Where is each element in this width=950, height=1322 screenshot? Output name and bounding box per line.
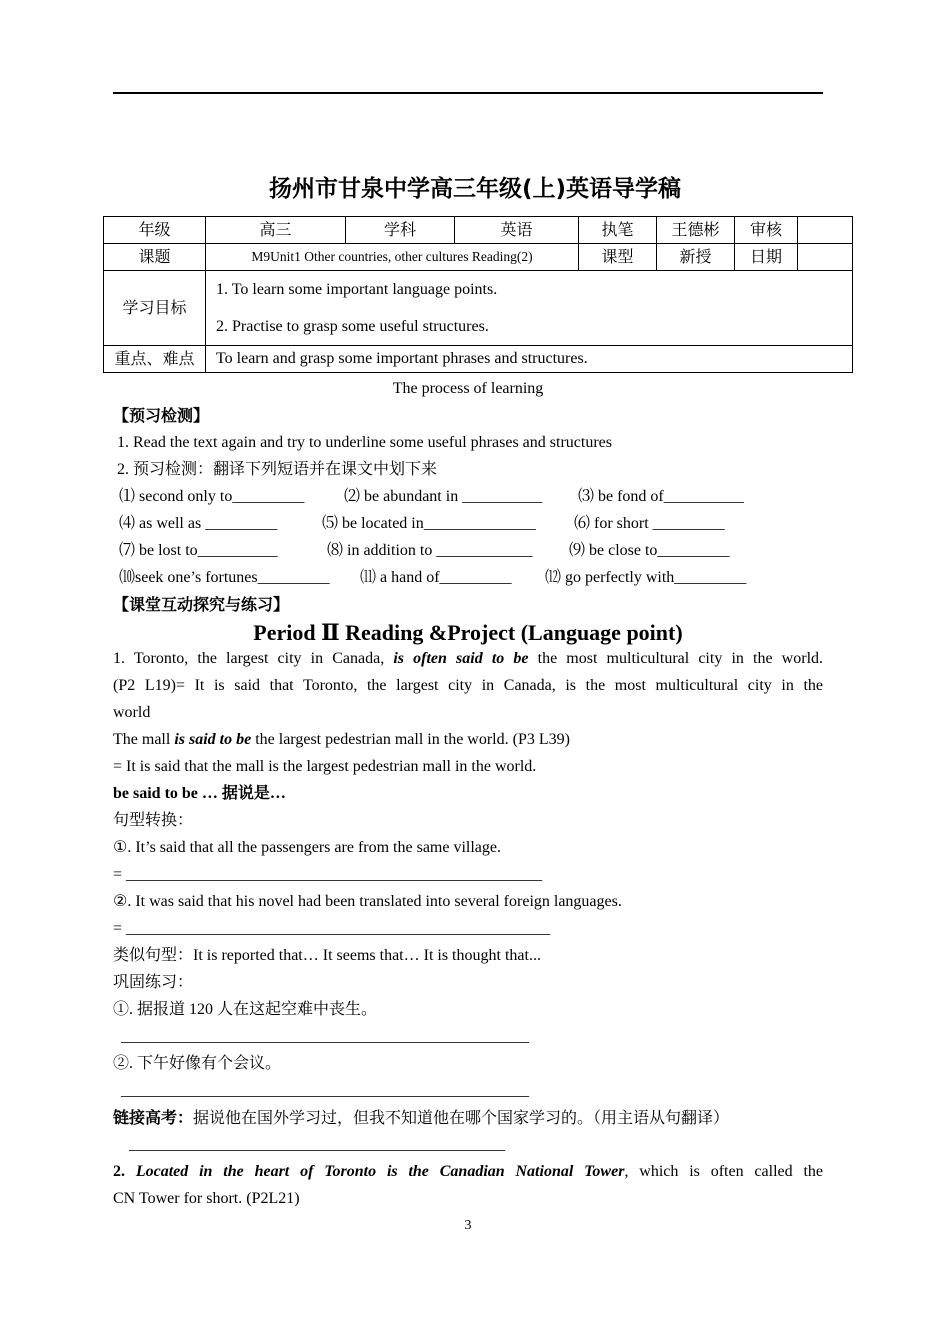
preview-heading: 【预习检测】 [113,406,210,425]
classroom-heading: 【课堂互动探究与练习】 [113,595,290,614]
info-row-2 [104,244,853,271]
phrase-4: ⑷ as well as _________ [119,515,278,532]
practice-label: 巩固练习： [113,974,194,991]
point1-line4-b: is said to be [174,731,252,748]
point1-line2: (P2 L19)= It is said that Toronto, the largest city in Canada, is the most multicultural city in the [113,677,823,694]
process-heading: The process of learning [392,380,544,397]
point1-line4-a: The mall [113,731,171,748]
transform-2: ②. It was said that his novel had been translated into several foreign languages. [113,893,622,910]
point2-line2: CN Tower for short. (P2L21) [113,1190,300,1207]
preview-item-2: 2. 预习检测：翻译下列短语并在课文中划下来 [117,461,438,478]
point1-line1-c: the most multicultural city in the world. [537,650,824,667]
point2-rest: , which is often called the [624,1163,824,1180]
phrase-11: ⑾ a hand of_________ [360,569,512,586]
pattern-line: be said to be … 据说是… [113,785,286,802]
phrase-5: ⑸ be located in______________ [322,515,536,532]
point2-line1 [113,1161,823,1183]
point1-line1-b: is often said to be [393,650,529,667]
phrase-7: ⑺ be lost to__________ [119,542,278,559]
practice-2-blank[interactable]: ___________________________________________________ [113,1082,529,1099]
date-value [798,244,853,271]
transform-label: 句型转换： [113,812,194,829]
writer-value: 王德彬 [657,217,735,244]
goals-cell [206,271,853,346]
grade-value: 高三 [206,217,346,244]
page-number: 3 [464,1218,472,1233]
point1-line4-c: the largest pedestrian mall in the world. (P3 L39) [255,731,570,748]
review-value [798,217,853,244]
topic-label: 课题 [104,244,206,271]
phrase-3: ⑶ be fond of__________ [578,488,744,505]
info-row-3 [104,271,853,346]
subject-label: 学科 [346,217,455,244]
point1-line3: world [113,704,151,721]
period-title: Period Ⅱ Reading &Project (Language point) [253,620,683,645]
point1-line4 [113,729,570,751]
gaokao-blank[interactable]: _______________________________________________ [113,1136,505,1153]
point1-line1 [113,648,823,670]
key-label: 重点、难点 [104,346,206,373]
grade-label: 年级 [104,217,206,244]
transform-1: ①. It’s said that all the passengers are from the same village. [113,839,501,856]
goals-label: 学习目标 [104,271,206,346]
phrase-10: ⑽seek one’s fortunes_________ [119,569,330,586]
info-table [103,216,853,373]
subject-value: 英语 [455,217,579,244]
phrase-6: ⑹ for short _________ [574,515,725,532]
info-row-4 [104,346,853,373]
phrase-2: ⑵ be abundant in __________ [344,488,543,505]
header-rule [113,92,823,94]
type-label: 课型 [579,244,657,271]
similar-patterns: 类似句型：It is reported that… It seems that… It is thought that... [113,947,541,964]
review-label: 审核 [735,217,798,244]
goal-1: 1. To learn some important language points. [216,281,498,298]
phrase-8: ⑻ in addition to ____________ [327,542,533,559]
info-row-1 [104,217,853,244]
date-label: 日期 [735,244,798,271]
point2-bold-text: Located in the heart of Toronto is the Canadian National Tower [135,1163,625,1180]
point1-line1-a: 1. Toronto, the largest city in Canada, [113,650,385,667]
writer-label: 执笔 [579,217,657,244]
gaokao-label: 链接高考： [113,1108,194,1127]
topic-value: M9Unit1 Other countries, other cultures Reading(2) [206,244,579,271]
point1-line5: = It is said that the mall is the largest pedestrian mall in the world. [113,758,537,775]
phrase-9: ⑼ be close to_________ [569,542,730,559]
phrase-12: ⑿ go perfectly with_________ [545,569,747,586]
gaokao-line [113,1107,729,1130]
transform-1-blank[interactable]: = ____________________________________________________ [113,866,543,883]
gaokao-text: 据说他在国外学习过，但我不知道他在哪个国家学习的。（用主语从句翻译） [193,1110,730,1127]
transform-2-blank[interactable]: = _____________________________________________________ [113,920,551,937]
practice-2: ②. 下午好像有个会议。 [113,1055,282,1072]
practice-1: ①. 据报道 120 人在这起空难中丧生。 [113,1001,378,1018]
key-value: To learn and grasp some important phrases and structures. [206,346,853,373]
point2-num: 2. [113,1163,125,1180]
goal-2: 2. Practise to grasp some useful structures. [216,318,489,335]
phrase-1: ⑴ second only to_________ [119,488,305,505]
document-title: 扬州市甘泉中学高三年级(上)英语导学稿 [268,176,682,202]
type-value: 新授 [657,244,735,271]
preview-item-1: 1. Read the text again and try to underline some useful phrases and structures [117,434,612,451]
practice-1-blank[interactable]: ___________________________________________________ [113,1028,529,1045]
